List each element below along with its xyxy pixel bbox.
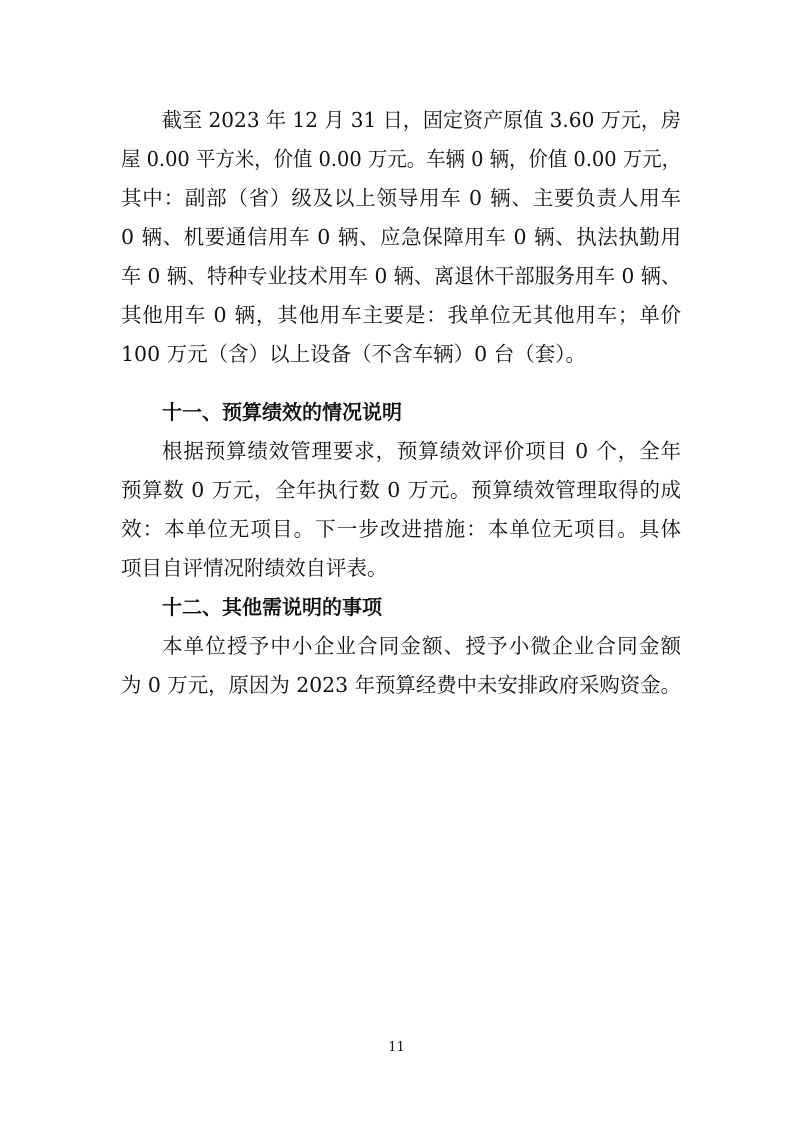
paragraph-line: [121, 224, 681, 250]
text-line: 车 0 辆、特种专业技术用车 0 辆、离退休干部服务用车 0 辆、: [121, 264, 681, 288]
paragraph-line: [121, 146, 681, 172]
text-line: 屋 0.00 平方米，价值 0.00 万元。车辆 0 辆，价值 0.00 万元，: [121, 147, 681, 171]
page-number: 11: [388, 1040, 405, 1055]
text-line: 根据预算绩效管理要求，预算绩效评价项目 0 个，全年: [162, 439, 682, 463]
paragraph-line: [121, 185, 681, 211]
paragraph-line: [121, 341, 681, 367]
paragraph-line: [121, 672, 681, 698]
text-line: 截至 2023 年 12 月 31 日，固定资产原值 3.60 万元，房: [162, 108, 681, 132]
text-line: 项目自评情况附绩效自评表。: [121, 556, 388, 580]
text-line: 100 万元（含）以上设备（不含车辆）0 台（套）。: [121, 342, 586, 366]
text-line: 其他用车 0 辆，其他用车主要是：我单位无其他用车；单价: [121, 303, 682, 327]
paragraph-line: [121, 263, 681, 289]
text-line: 预算数 0 万元，全年执行数 0 万元。预算绩效管理取得的成: [121, 478, 682, 502]
paragraph-line: [162, 438, 681, 464]
text-line: 效：本单位无项目。下一步改进措施：本单位无项目。具体: [121, 517, 683, 541]
paragraph-line: [162, 107, 681, 133]
paragraph-line: [162, 633, 681, 659]
paragraph-line: [121, 555, 681, 581]
text-line: 为 0 万元，原因为 2023 年预算经费中未安排政府采购资金。: [121, 673, 681, 697]
text-line: 本单位授予中小企业合同金额、授予小微企业合同金额: [162, 634, 683, 658]
paragraph-line: [121, 302, 681, 328]
section-heading: 十二、其他需说明的事项: [162, 595, 382, 619]
text-line: 其中：副部（省）级及以上领导用车 0 辆、主要负责人用车: [121, 186, 682, 210]
text-line: 0 辆、机要通信用车 0 辆、应急保障用车 0 辆、执法执勤用: [121, 225, 682, 249]
paragraph-line: [121, 477, 681, 503]
section-heading: 十一、预算绩效的情况说明: [162, 400, 402, 424]
paragraph-line: [121, 516, 681, 542]
